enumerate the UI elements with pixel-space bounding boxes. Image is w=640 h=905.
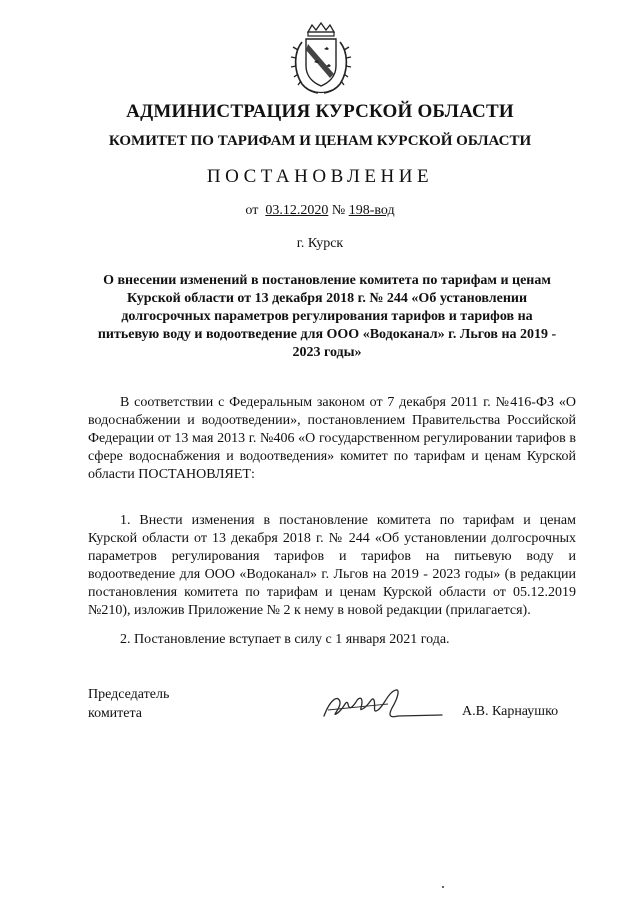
signatory-position: [88, 685, 169, 723]
position-line-2: комитета: [88, 706, 143, 721]
document-title: О внесении изменений в постановление комитета по тарифам и ценам Курской области от 13 декабря 2018 г. № 244 «Об установлении долгосрочных параметров регулирования тарифов и тарифов на питьевую воду и водоотведение для ООО «Водоканал» г. Льгов на 2019 - 2023 годы»: [97, 273, 557, 360]
number-prefix: №: [331, 203, 346, 218]
item-2-paragraph: 2. Постановление вступает в силу с 1 января 2021 года.: [120, 632, 450, 647]
document-type: ПОСТАНОВЛЕНИЕ: [206, 166, 434, 187]
date-prefix: от: [245, 203, 259, 218]
coat-of-arms-emblem: [288, 22, 354, 96]
handwritten-signature: [318, 686, 448, 726]
signatory-name: А.В. Карнаушко: [462, 704, 559, 719]
document-number: 198-вод: [348, 203, 395, 218]
date-number-line: [0, 203, 640, 219]
committee-name: КОМИТЕТ ПО ТАРИФАМ И ЦЕНАМ КУРСКОЙ ОБЛАСТИ: [108, 133, 532, 149]
document-date: 03.12.2020: [265, 203, 329, 218]
preamble-paragraph: В соответствии с Федеральным законом от 7 декабря 2011 г. №416-ФЗ «О водоснабжении и водоотведении», постановлением Правительства Российской Федерации от 13 мая 2013 г. №406 «О государственном регулировании тарифов в сфере водоснабжения и водоотведения» комитет по тарифам и ценам Курской области ПОСТАНОВЛЯЕТ:: [88, 395, 576, 482]
position-line-1: Председатель: [88, 687, 170, 702]
city: г. Курск: [296, 236, 344, 251]
item-1-paragraph: 1. Внести изменения в постановление комитета по тарифам и ценам Курской области от 13 декабря 2018 г. № 244 «Об установлении долгосрочных параметров регулирования тарифов и тарифов на питьевую воду и водоотведение для ООО «Водоканал» г. Льгов на 2019 - 2023 годы» (в редакции постановления комитета по тарифам и ценам Курской области от 05.12.2019 №210), изложив Приложение № 2 к нему в новой редакции (прилагается).: [88, 513, 576, 618]
page-speck: [442, 886, 444, 888]
organization-name: АДМИНИСТРАЦИЯ КУРСКОЙ ОБЛАСТИ: [126, 101, 514, 122]
